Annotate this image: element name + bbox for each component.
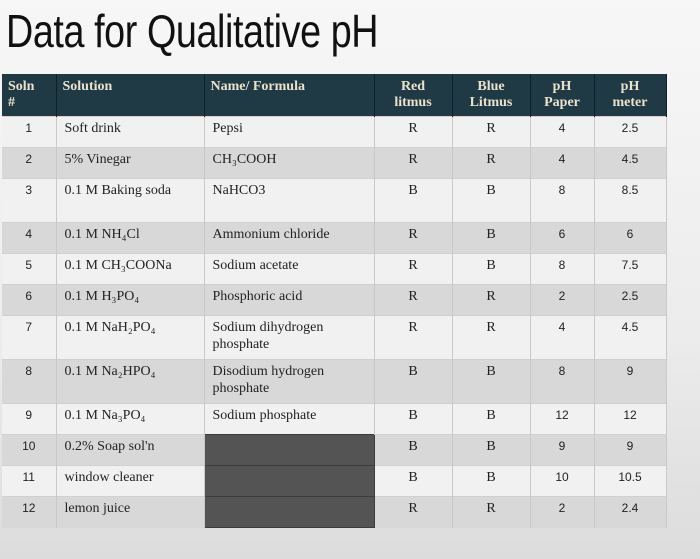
header-soln: Soln # <box>2 74 56 117</box>
cell-solution: 5% Vinegar <box>56 148 204 179</box>
table-row <box>2 497 666 528</box>
cell-name-formula: Sodium acetate <box>204 254 374 285</box>
table-row <box>2 285 666 316</box>
cell-name-formula: Sodium dihydrogen phosphate <box>204 316 374 360</box>
cell-blue-litmus: B <box>452 179 530 223</box>
cell-solution: 0.2% Soap sol'n <box>56 435 204 466</box>
cell-ph-meter: 2.5 <box>594 117 666 148</box>
cell-name-formula <box>204 466 374 497</box>
cell-ph-paper: 6 <box>530 223 594 254</box>
ph-data-table <box>2 74 667 528</box>
header-ph-paper: pH Paper <box>530 74 594 117</box>
cell-red-litmus: B <box>374 466 452 497</box>
page-title: Data for Qualitative pH <box>6 5 379 57</box>
cell-blue-litmus: R <box>452 148 530 179</box>
cell-ph-paper: 4 <box>530 117 594 148</box>
cell-soln-number: 6 <box>2 285 56 316</box>
cell-ph-meter: 10.5 <box>594 466 666 497</box>
cell-soln-number: 4 <box>2 223 56 254</box>
cell-solution: Soft drink <box>56 117 204 148</box>
cell-blue-litmus: B <box>452 466 530 497</box>
cell-name-formula: Ammonium chloride <box>204 223 374 254</box>
table-row <box>2 360 666 404</box>
header-row <box>2 74 666 117</box>
cell-red-litmus: R <box>374 117 452 148</box>
cell-ph-meter: 9 <box>594 360 666 404</box>
cell-solution: 0.1 M Baking soda <box>56 179 204 223</box>
cell-ph-paper: 2 <box>530 285 594 316</box>
cell-name-formula <box>204 497 374 528</box>
cell-soln-number: 11 <box>2 466 56 497</box>
table-row <box>2 316 666 360</box>
cell-soln-number: 7 <box>2 316 56 360</box>
cell-ph-meter: 2.4 <box>594 497 666 528</box>
cell-red-litmus: B <box>374 179 452 223</box>
cell-name-formula: Phosphoric acid <box>204 285 374 316</box>
cell-ph-meter: 4.5 <box>594 148 666 179</box>
header-solution: Solution <box>56 74 204 117</box>
cell-ph-meter: 8.5 <box>594 179 666 223</box>
cell-blue-litmus: B <box>452 404 530 435</box>
cell-solution: 0.1 M H₃PO₄ <box>56 285 204 316</box>
header-ph-meter: pH meter <box>594 74 666 117</box>
cell-ph-meter: 7.5 <box>594 254 666 285</box>
cell-solution: 0.1 M NH₄Cl <box>56 223 204 254</box>
cell-blue-litmus: B <box>452 254 530 285</box>
cell-red-litmus: R <box>374 254 452 285</box>
table-row <box>2 223 666 254</box>
cell-ph-paper: 12 <box>530 404 594 435</box>
cell-blue-litmus: R <box>452 117 530 148</box>
cell-ph-paper: 8 <box>530 254 594 285</box>
cell-soln-number: 9 <box>2 404 56 435</box>
cell-blue-litmus: R <box>452 285 530 316</box>
cell-ph-meter: 12 <box>594 404 666 435</box>
cell-ph-paper: 9 <box>530 435 594 466</box>
table-row <box>2 404 666 435</box>
table-row <box>2 435 666 466</box>
cell-name-formula: Sodium phosphate <box>204 404 374 435</box>
cell-ph-meter: 6 <box>594 223 666 254</box>
cell-soln-number: 8 <box>2 360 56 404</box>
header-red-litmus: Red litmus <box>374 74 452 117</box>
cell-name-formula: Pepsi <box>204 117 374 148</box>
cell-red-litmus: R <box>374 223 452 254</box>
cell-name-formula: NaHCO3 <box>204 179 374 223</box>
cell-blue-litmus: B <box>452 435 530 466</box>
cell-ph-meter: 2.5 <box>594 285 666 316</box>
cell-name-formula <box>204 435 374 466</box>
cell-red-litmus: R <box>374 316 452 360</box>
cell-solution: 0.1 M CH₃COONa <box>56 254 204 285</box>
cell-red-litmus: R <box>374 148 452 179</box>
cell-red-litmus: B <box>374 360 452 404</box>
cell-ph-paper: 4 <box>530 316 594 360</box>
header-name-formula: Name/ Formula <box>204 74 374 117</box>
cell-soln-number: 3 <box>2 179 56 223</box>
table-row <box>2 148 666 179</box>
table-row <box>2 466 666 497</box>
cell-name-formula: CH₃COOH <box>204 148 374 179</box>
cell-red-litmus: B <box>374 435 452 466</box>
cell-solution: 0.1 M NaH₂PO₄ <box>56 316 204 360</box>
header-blue-litmus: Blue Litmus <box>452 74 530 117</box>
cell-soln-number: 5 <box>2 254 56 285</box>
cell-ph-paper: 8 <box>530 179 594 223</box>
cell-ph-meter: 4.5 <box>594 316 666 360</box>
cell-blue-litmus: R <box>452 316 530 360</box>
cell-solution: lemon juice <box>56 497 204 528</box>
table-row <box>2 117 666 148</box>
cell-solution: window cleaner <box>56 466 204 497</box>
cell-soln-number: 10 <box>2 435 56 466</box>
cell-solution: 0.1 M Na₂HPO₄ <box>56 360 204 404</box>
cell-ph-paper: 10 <box>530 466 594 497</box>
cell-soln-number: 1 <box>2 117 56 148</box>
cell-ph-meter: 9 <box>594 435 666 466</box>
cell-name-formula: Disodium hydrogen phosphate <box>204 360 374 404</box>
cell-red-litmus: R <box>374 497 452 528</box>
cell-red-litmus: B <box>374 404 452 435</box>
cell-ph-paper: 2 <box>530 497 594 528</box>
cell-soln-number: 2 <box>2 148 56 179</box>
cell-red-litmus: R <box>374 285 452 316</box>
cell-soln-number: 12 <box>2 497 56 528</box>
table-row <box>2 254 666 285</box>
cell-ph-paper: 4 <box>530 148 594 179</box>
cell-blue-litmus: B <box>452 360 530 404</box>
cell-solution: 0.1 M Na₃PO₄ <box>56 404 204 435</box>
cell-blue-litmus: B <box>452 223 530 254</box>
cell-blue-litmus: R <box>452 497 530 528</box>
table-row <box>2 179 666 223</box>
cell-ph-paper: 8 <box>530 360 594 404</box>
